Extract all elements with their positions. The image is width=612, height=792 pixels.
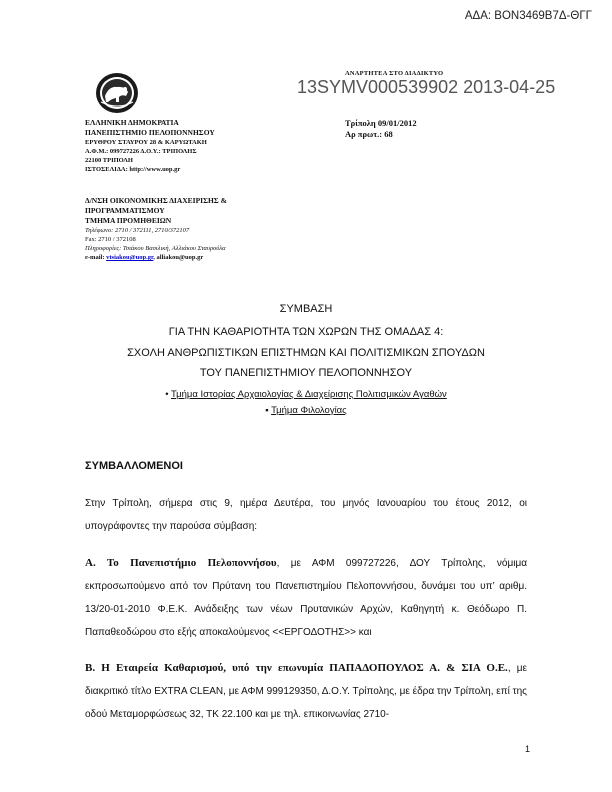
bullet-icon: ▪ bbox=[265, 405, 269, 416]
bullet-icon: • bbox=[165, 389, 169, 400]
dept-fax: Fax: 2710 / 372108 bbox=[85, 236, 136, 243]
sender-line: Α.Φ.Μ.: 099727226 Δ.Ο.Υ.: ΤΡΙΠΟΛΗΣ bbox=[85, 148, 197, 155]
protocol-number: Αρ πρωτ.: 68 bbox=[345, 129, 393, 139]
email-link-2[interactable]: alliakou@uop.gr bbox=[156, 254, 204, 261]
section-heading: ΣΥΜΒΑΛΛΟΜΕΝΟΙ bbox=[85, 460, 183, 472]
intro-paragraph: Στην Τρίπολη, σήμερα στις 9, ημέρα Δευτέρα, του μηνός Ιανουαρίου του έτους 2012, οι υπογράφοντες την παρούσα σύμβαση: bbox=[85, 498, 527, 532]
email-separator: , bbox=[153, 254, 155, 261]
page-number: 1 bbox=[524, 744, 530, 754]
title-line: ΣΥΜΒΑΣΗ bbox=[279, 303, 333, 315]
place-date: Τρίπολη 09/01/2012 bbox=[345, 118, 417, 128]
dept-phone: Τηλέφωνο: 2710 / 372111, 2710/372107 bbox=[85, 227, 190, 234]
party-a-paragraph bbox=[85, 552, 527, 644]
department-block bbox=[85, 196, 227, 262]
title-line: ΣΧΟΛΗ ΑΝΘΡΩΠΙΣΤΙΚΩΝ ΕΠΙΣΤΗΜΩΝ ΚΑΙ ΠΟΛΙΤΙΣΜΙΚΩΝ ΣΠΟΥΔΩΝ bbox=[127, 347, 485, 359]
document-id-stamp: 13SYMV000539902 2013-04-25 bbox=[297, 77, 556, 97]
party-b-name: Β. Η Εταιρεία Καθαρισμού, υπό την επωνυμία ΠΑΠΑΔΟΠΟΥΛΟΣ Α. & ΣΙΑ Ο.Ε. bbox=[85, 662, 508, 674]
party-a-name: Α. Το Πανεπιστήμιο Πελοποννήσου bbox=[85, 557, 277, 569]
department-list-item bbox=[0, 388, 612, 401]
title-line: ΓΙΑ ΤΗΝ ΚΑΘΑΡΙΟΤΗΤΑ ΤΩΝ ΧΩΡΩΝ ΤΗΣ ΟΜΑΔΑΣ 4: bbox=[168, 326, 444, 338]
dept-info: Πληροφορίες: Τσιάκου Βασιλική, Αλλιάκου Σταυρούλα bbox=[85, 245, 226, 252]
sender-line: ΠΑΝΕΠΙΣΤΗΜΙΟ ΠΕΛΟΠΟΝΝΗΣΟΥ bbox=[85, 128, 215, 137]
title-line: ΤΟΥ ΠΑΝΕΠΙΣΤΗΜΙΟΥ ΠΕΛΟΠΟΝΝΗΣΟΥ bbox=[199, 367, 413, 379]
sender-line: ΕΛΛΗΝΙΚΗ ΔΗΜΟΚΡΑΤΙΑ bbox=[85, 118, 179, 127]
dept-line: Δ/ΝΣΗ ΟΙΚΟΝΟΜΙΚΗΣ ΔΙΑΧΕΙΡΙΣΗΣ & bbox=[85, 196, 227, 205]
party-b-paragraph bbox=[85, 657, 527, 726]
party-a-text: , με ΑΦΜ 099727226, ΔΟΥ Τρίπολης, νόμιμα εκπροσωπούμενο από τον Πρύτανη του Πανεπιστημίου Πελοποννήσου, δυνάμει του υπ’ αριθμ. 13/20-01-2010 Φ.Ε.Κ. Ανάδειξης των νέων Πρυτανικών Αρχών, Καθηγητή κ. Θεόδωρο Π. Παπαθεοδώρου στο εξής αποκαλούμενος <<ΕΡΓΟΔΟΤΗΣ>> και bbox=[85, 558, 528, 638]
sender-line: ΕΡΥΘΡΟΥ ΣΤΑΥΡΟΥ 28 & ΚΑΡΥΩΤΑΚΗ bbox=[85, 139, 207, 146]
email-link-1[interactable]: vtsiakou@uop.gr bbox=[106, 254, 154, 261]
sender-block bbox=[85, 118, 215, 174]
party-b-text: , με διακριτικό τίτλο EXTRA CLEAN, με ΑΦΜ 999129350, Δ.Ο.Υ. Τρίπολης, με έδρα την Τρίπολη, επί της οδού Μεταμορφώσεως 32, ΤΚ 22.100 και με τηλ. επικοινωνίας 2710- bbox=[85, 663, 527, 720]
dept-line: ΠΡΟΓΡΑΜΜΑΤΙΣΜΟΥ bbox=[85, 206, 165, 215]
date-block bbox=[345, 118, 417, 140]
department-name: Τμήμα Ιστορίας Αρχαιολογίας & Διαχείρισης Πολιτισμικών Αγαθών bbox=[171, 389, 447, 400]
sender-line: ΙΣΤΟΣΕΛΙΔΑ: http://www.uop.gr bbox=[85, 166, 181, 173]
dept-email bbox=[85, 253, 227, 262]
sender-line: 22100 ΤΡΙΠΟΛΗ bbox=[85, 157, 133, 164]
posting-label: ΑΝΑΡΤΗΤΕΑ ΣΤΟ ΔΙΑΔΙΚΤΥΟ bbox=[345, 70, 444, 77]
email-label: e-mail: bbox=[85, 254, 105, 261]
ada-code: ΑΔΑ: ΒΟΝ3469Β7Δ-ΘΓΓ bbox=[464, 10, 592, 22]
department-list-item bbox=[0, 404, 612, 417]
department-name: Τμήμα Φιλολογίας bbox=[271, 405, 347, 416]
dept-line: ΤΜΗΜΑ ΠΡΟΜΗΘΕΙΩΝ bbox=[85, 216, 172, 225]
university-logo bbox=[95, 72, 139, 114]
